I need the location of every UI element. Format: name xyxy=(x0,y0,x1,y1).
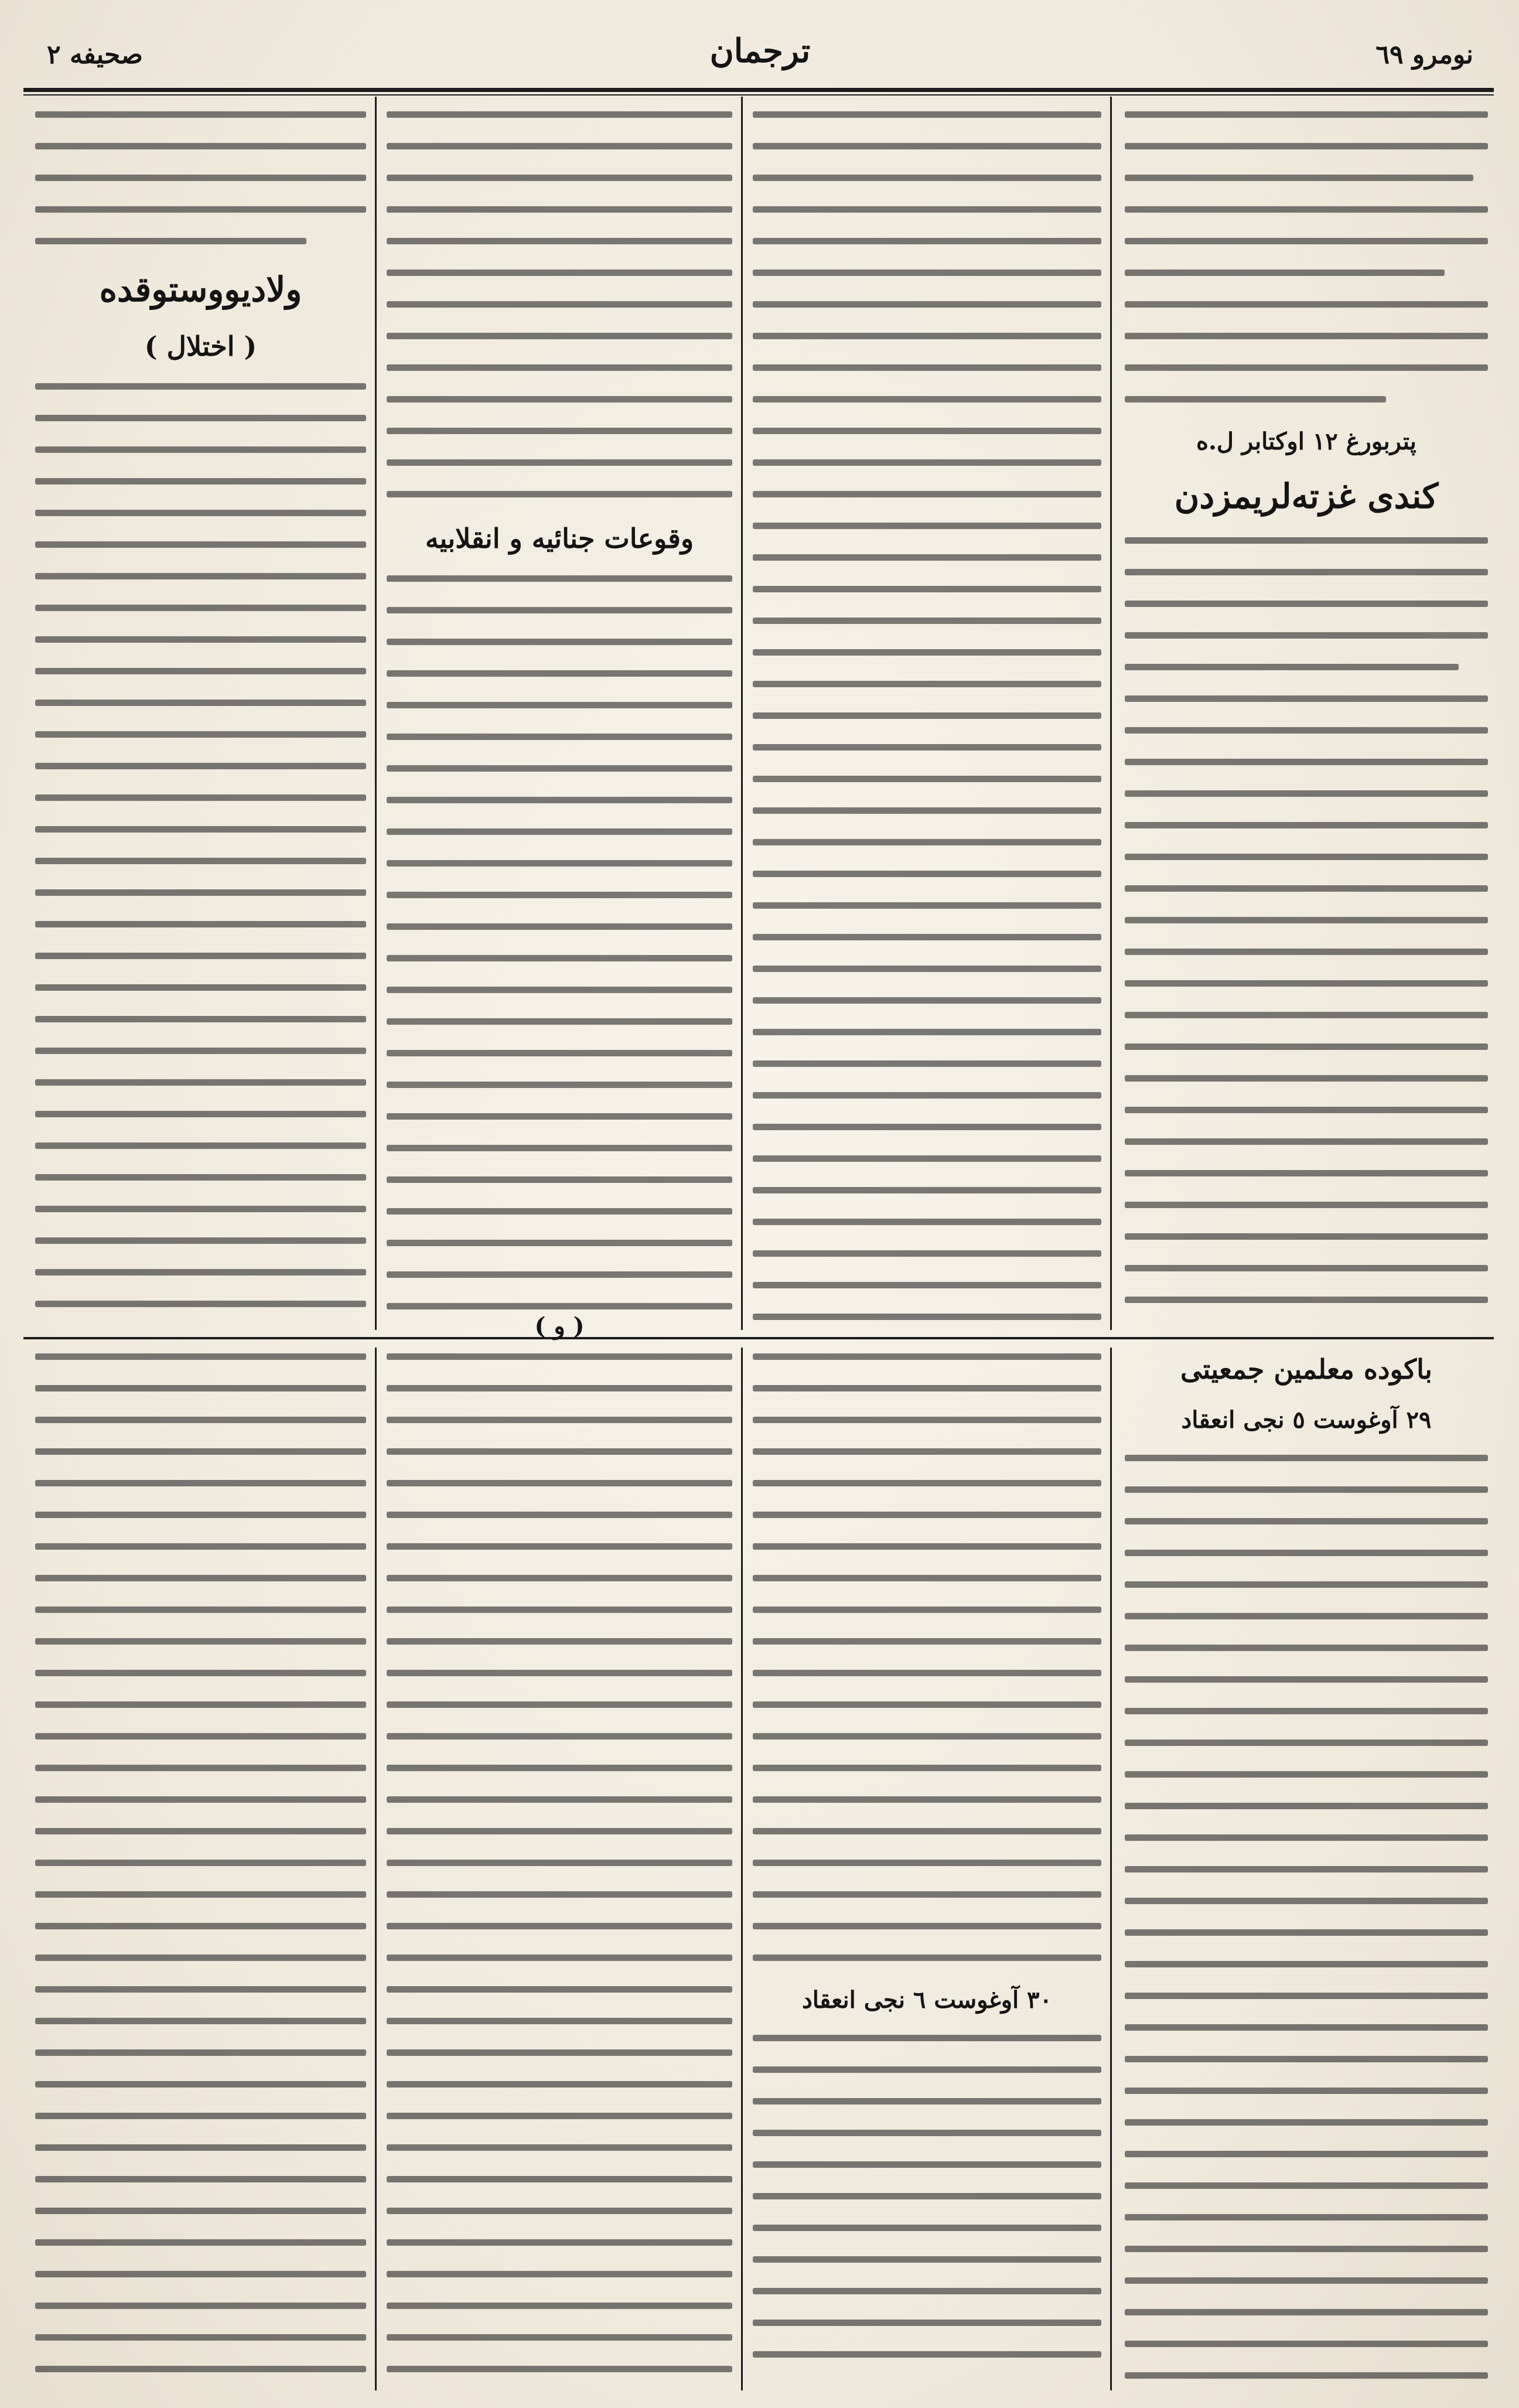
issue-number: نومرو ٦٩ xyxy=(1375,40,1473,70)
upper-col-1 xyxy=(1125,111,1488,1324)
section-heading: کندی غزته‌لریمزدن xyxy=(1174,476,1439,516)
masthead-rule-thin xyxy=(23,94,1494,95)
masthead-rule xyxy=(23,88,1494,92)
column-rule xyxy=(375,1348,377,2390)
column-rule xyxy=(1110,1348,1112,2390)
section-rule xyxy=(23,1337,1494,1339)
section-heading: باكوده معلمین جمعیتی xyxy=(1180,1353,1432,1385)
newspaper-title: ترجمان xyxy=(709,32,811,70)
section-heading: وقوعات جنائیه و انقلابیه xyxy=(425,523,694,554)
section-end-marker: ( و ) xyxy=(534,1312,585,1340)
lower-col-1 xyxy=(1125,1353,1488,2387)
session-heading: ٢٩ آوغوست ٥ نجی انعقاد xyxy=(1181,1406,1432,1434)
column-rule xyxy=(741,97,743,1330)
lower-col-4 xyxy=(35,1353,366,2387)
lower-col-3 xyxy=(387,1353,732,2387)
date-line: پتربورغ ١٢ اوكتابر ل.ه xyxy=(1196,428,1416,455)
section-heading: ولادیووستوقده xyxy=(99,270,302,309)
upper-col-2 xyxy=(753,111,1101,1324)
upper-col-4 xyxy=(35,111,366,1324)
column-rule xyxy=(741,1348,743,2390)
section-subheading: ( اختلال ) xyxy=(144,330,257,362)
page-number: صحیفه ٢ xyxy=(47,40,143,70)
lower-col-2 xyxy=(753,1353,1101,2387)
masthead xyxy=(35,23,1485,88)
column-rule xyxy=(1110,97,1112,1330)
session-heading: ٣٠ آوغوست ٦ نجی انعقاد xyxy=(801,1986,1053,2014)
column-rule xyxy=(375,97,377,1330)
upper-col-3 xyxy=(387,111,732,1324)
